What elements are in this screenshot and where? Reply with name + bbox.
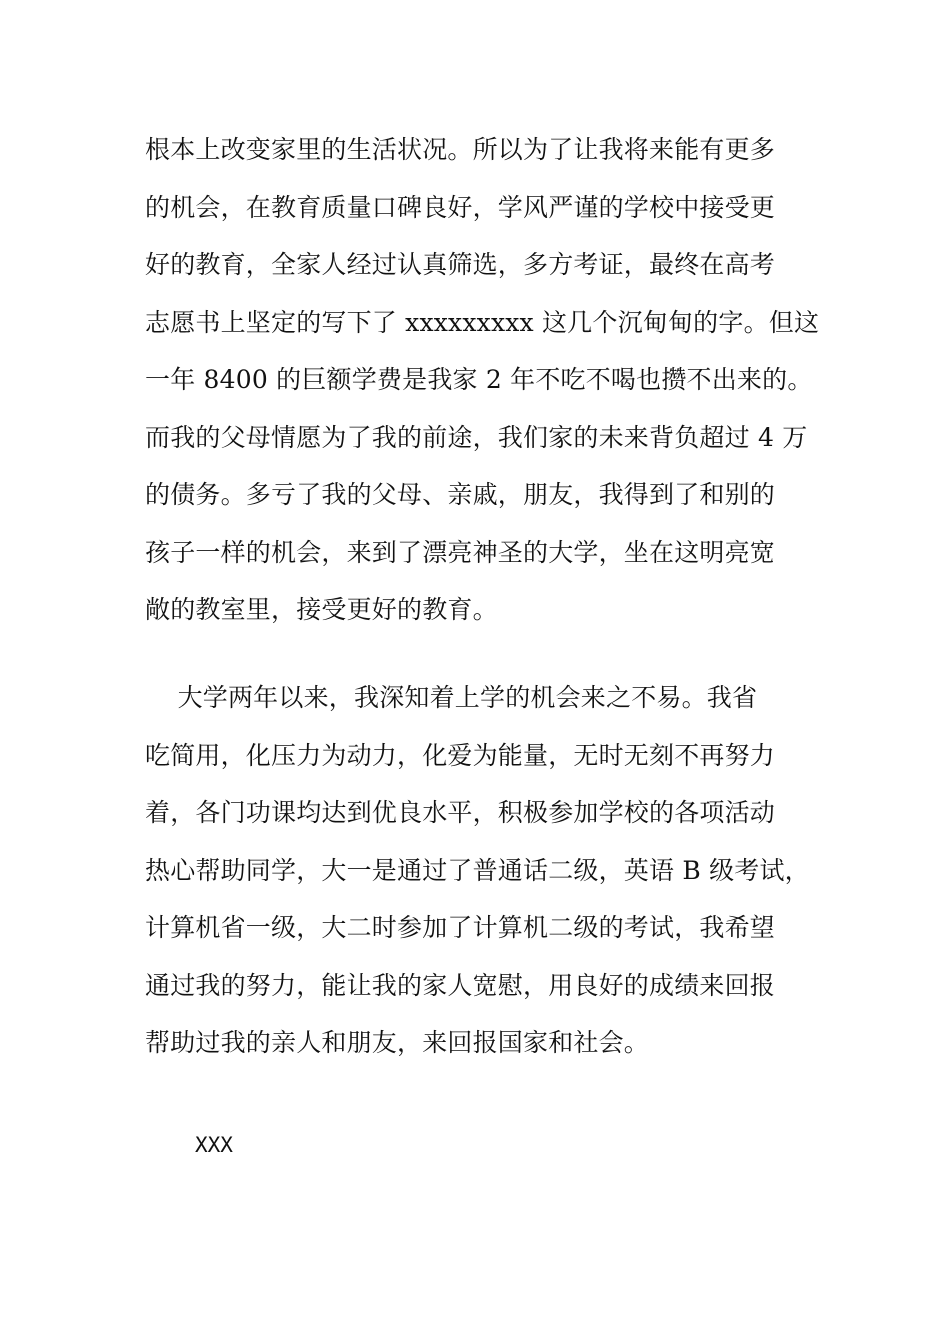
text-line: 而我的父母情愿为了我的前途，我们家的未来背负超过 4 万 xyxy=(145,422,808,452)
text-line: 着，各门功课均达到优良水平，积极参加学校的各项活动 xyxy=(145,798,776,827)
text-line: 一年 8400 的巨额学费是我家 2 年不吃不喝也攒不出来的。 xyxy=(145,365,813,394)
text-line: 大学两年以来，我深知着上学的机会来之不易。我省 xyxy=(145,683,758,712)
paragraph-family-situation xyxy=(145,121,820,639)
text-line: 通过我的努力，能让我的家人宽慰，用良好的成绩来回报 xyxy=(145,970,776,1000)
text-line: 的机会，在教育质量口碑良好，学风严谨的学校中接受更 xyxy=(145,192,776,222)
text-line: 根本上改变家里的生活状况。所以为了让我将来能有更多 xyxy=(145,135,776,164)
text-line: 热心帮助同学，大一是通过了普通话二级，英语 B 级考试， xyxy=(145,855,810,885)
text-line: 志愿书上坚定的写下了 xxxxxxxxx 这几个沉甸甸的字。但这 xyxy=(145,307,820,337)
signature: XXX xyxy=(195,1133,233,1157)
text-line: 帮助过我的亲人和朋友，来回报国家和社会。 xyxy=(145,1028,650,1057)
text-line: 计算机省一级，大二时参加了计算机二级的考试，我希望 xyxy=(145,913,776,942)
text-line: 敞的教室里，接受更好的教育。 xyxy=(145,595,498,624)
text-line: 孩子一样的机会，来到了漂亮神圣的大学，坐在这明亮宽 xyxy=(145,537,776,567)
text-line: 吃简用，化压力为动力，化爱为能量，无时无刻不再努力 xyxy=(145,740,776,770)
text-line: 好的教育，全家人经过认真筛选，多方考证，最终在高考 xyxy=(145,250,776,279)
paragraph-university-years xyxy=(145,669,815,1072)
text-line: 的债务。多亏了我的父母、亲戚，朋友，我得到了和别的 xyxy=(145,480,776,509)
